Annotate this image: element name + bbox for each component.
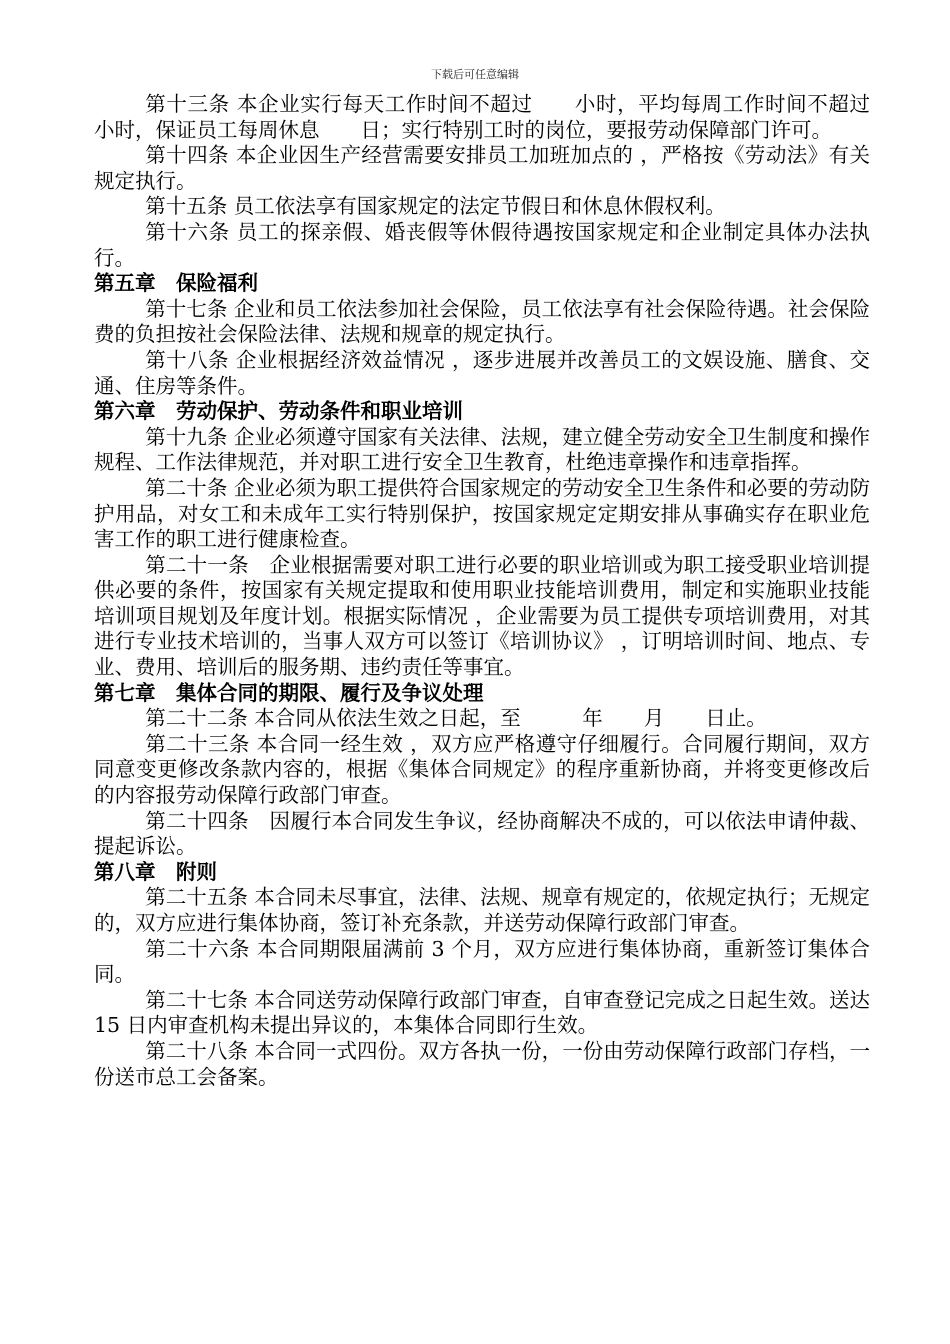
chapter-number: 第七章 (94, 680, 156, 705)
chapter-heading (94, 681, 870, 707)
article-paragraph: 第十四条 本企业因生产经营需要安排员工加班加点的 ，严格按《劳动法》有关规定执行。 (94, 143, 870, 193)
chapter-number: 第六章 (94, 399, 156, 424)
article-paragraph: 第十六条 员工的探亲假、婚丧假等休假待遇按国家规定和企业制定具体办法执行。 (94, 219, 870, 270)
article-paragraph: 第二十四条 因履行本合同发生争议，经协商解决不成的，可以依法申请仲裁、提起诉讼。 (94, 808, 870, 859)
chapter-heading (94, 399, 870, 425)
chapter-heading (94, 860, 870, 886)
article-paragraph: 第十七条 企业和员工依法参加社会保险，员工依法享有社会保险待遇。社会保险费的负担按社会保险法律、法规和规章的规定执行。 (94, 296, 870, 347)
chapter-title: 劳动保护、劳动条件和职业培训 (176, 399, 463, 424)
document-body (94, 92, 911, 1090)
page-header: 下载后可任意编辑 (431, 68, 519, 81)
article-paragraph: 第十五条 员工依法享有国家规定的法定节假日和休息休假权利。 (145, 194, 726, 219)
chapter-title: 保险福利 (176, 271, 258, 296)
article-paragraph: 第二十五条 本合同未尽事宜，法律、法规、规章有规定的，依规定执行；无规定的，双方应进行集体协商，签订补充条款，并送劳动保障行政部门审查。 (94, 885, 870, 935)
article-paragraph: 第十九条 企业必须遵守国家有关法律、法规，建立健全劳动安全卫生制度和操作规程、工作法律规范，并对职工进行安全卫生教育，杜绝违章操作和违章指挥。 (94, 424, 870, 475)
article-paragraph: 第二十七条 本合同送劳动保障行政部门审查，自审查登记完成之日起生效。送达 15 日内审查机构未提出异议的，本集体合同即行生效。 (94, 987, 870, 1038)
article-paragraph: 第二十六条 本合同期限届满前 3 个月，双方应进行集体协商，重新签订集体合同。 (94, 936, 870, 987)
article-paragraph: 第二十三条 本合同一经生效 ，双方应严格遵守仔细履行。合同履行期间，双方同意变更修改条款内容的，根据《集体合同规定》的程序重新协商，并将变更修改后的内容报劳动保障行政部门审查。 (94, 731, 870, 808)
article-paragraph: 第二十条 企业必须为职工提供符合国家规定的劳动安全卫生条件和必要的劳动防护用品，对女工和未成年工实行特别保护，按国家规定定期安排从事确实存在职业危害工作的职工进行健康检查。 (94, 475, 870, 552)
article-paragraph: 第二十一条 企业根据需要对职工进行必要的职业培训或为职工接受职业培训提供必要的条件，按国家有关规定提取和使用职业技能培训费用，制定和实施职业技能培训项目规划及年度计划。根据实际情况 ，企业需要为员工提供专项培训费用，对其进行专业技术培训的，当事人双方可以签订《培训协议》 ，订明培训时间、地点、专业、费用、培训后的服务期、违约责任等事宜。 (94, 552, 870, 680)
article-paragraph: 第二十八条 本合同一式四份。双方各执一份，一份由劳动保障行政部门存档，一份送市总工会备案。 (94, 1038, 870, 1089)
article-paragraph: 第十三条 本企业实行每天工作时间不超过 小时，平均每周工作时间不超过 小时，保证员工每周休息 日；实行特别工时的岗位，要报劳动保障部门许可。 (94, 92, 911, 142)
chapter-heading (94, 271, 870, 297)
chapter-title: 集体合同的期限、履行及争议处理 (176, 680, 484, 705)
article-paragraph: 第二十二条 本合同从依法生效之日起，至 年 月 日止。 (145, 706, 767, 731)
chapter-number: 第五章 (94, 271, 156, 296)
chapter-title: 附则 (176, 859, 217, 884)
chapter-number: 第八章 (94, 859, 156, 884)
article-paragraph: 第十八条 企业根据经济效益情况 ，逐步进展并改善员工的文娱设施、膳食、交通、住房等条件。 (94, 347, 870, 398)
